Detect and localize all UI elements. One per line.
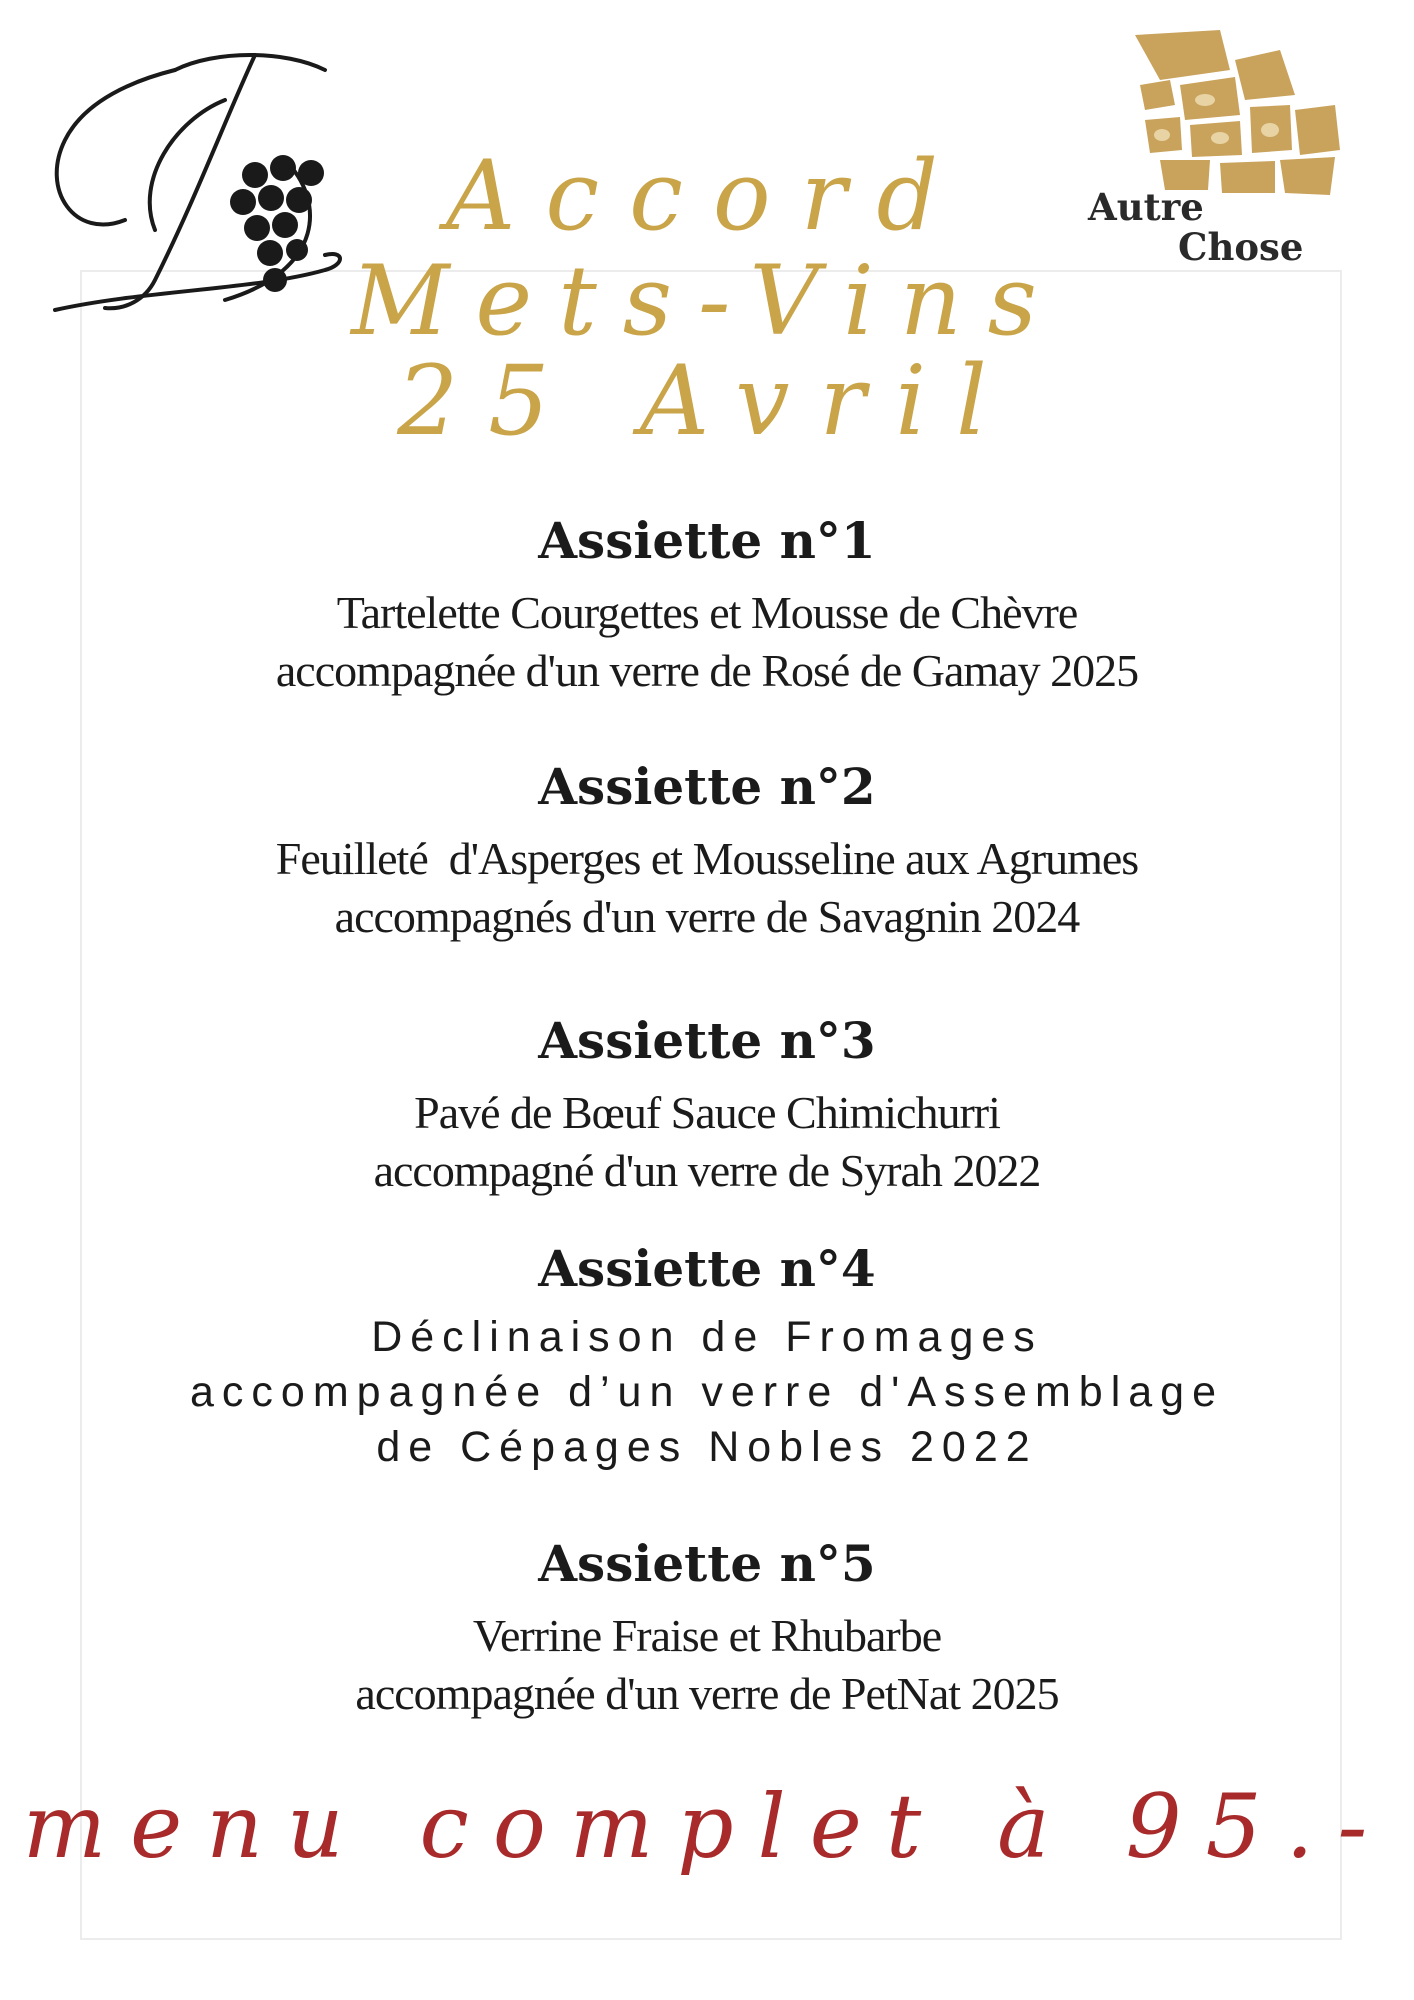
title-mets-vins: Mets-Vins xyxy=(351,245,1063,357)
course-title: Assiette n°3 xyxy=(538,1011,876,1070)
course-title: Assiette n°4 xyxy=(538,1239,876,1298)
course-title: Assiette n°5 xyxy=(538,1534,876,1593)
title-date: 25 Avril xyxy=(397,345,1017,457)
course-dish: Déclinaison de Fromages xyxy=(371,1312,1043,1361)
course-title: Assiette n°1 xyxy=(538,511,876,570)
menu-price: menu complet à 95.- xyxy=(22,1775,1392,1878)
logo-word-autre: Autre xyxy=(1088,185,1204,229)
course-wine: accompagné d'un verre de Syrah 2022 xyxy=(373,1144,1041,1196)
course-wine: accompagnée d’un verre d'Assemblage xyxy=(190,1367,1224,1416)
course-dish: Feuilleté d'Asperges et Mousseline aux Agrumes xyxy=(275,832,1139,884)
course-wine-detail: de Cépages Nobles 2022 xyxy=(376,1422,1038,1471)
course-title: Assiette n°2 xyxy=(538,757,876,816)
title-accord: Accord xyxy=(446,140,968,252)
course-2 xyxy=(0,758,1414,946)
course-wine: accompagnés d'un verre de Savagnin 2024 xyxy=(334,890,1080,942)
logo-word-chose: Chose xyxy=(1178,225,1304,269)
course-dish: Verrine Fraise et Rhubarbe xyxy=(472,1609,942,1661)
course-dish: Pavé de Bœuf Sauce Chimichurri xyxy=(414,1086,1000,1138)
course-wine: accompagnée d'un verre de PetNat 2025 xyxy=(355,1667,1059,1719)
course-wine: accompagnée d'un verre de Rosé de Gamay 2025 xyxy=(275,644,1139,696)
course-5 xyxy=(0,1535,1414,1723)
course-1 xyxy=(0,512,1414,700)
course-3 xyxy=(0,1012,1414,1200)
course-4 xyxy=(0,1240,1414,1475)
course-dish: Tartelette Courgettes et Mousse de Chèvre xyxy=(336,586,1078,638)
